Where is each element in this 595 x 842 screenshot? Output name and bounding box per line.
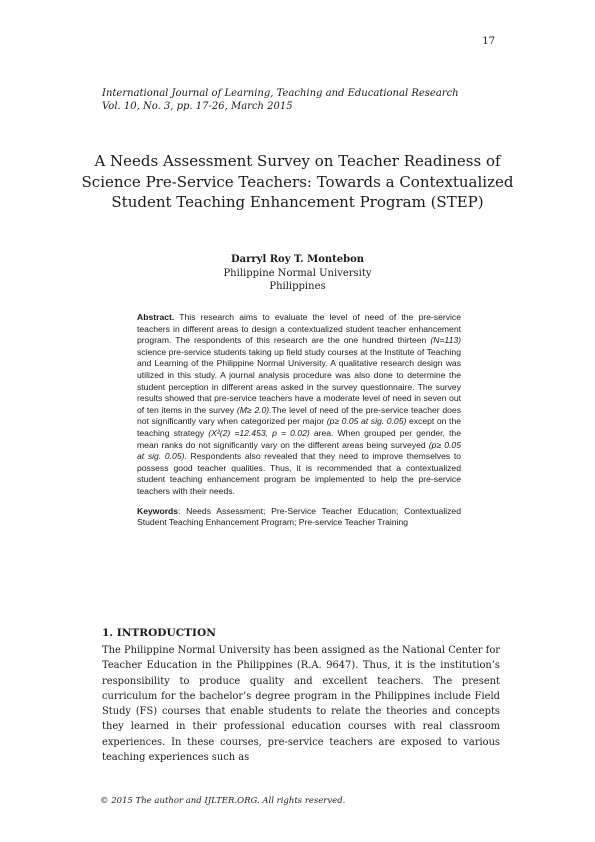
author-country: Philippines: [269, 281, 326, 292]
keywords-text: : Needs Assessment; Pre-Service Teacher Education; Contextualized Student Teaching Enhancement Program; Pre-service Teacher Training: [137, 505, 461, 528]
keywords-label: Keywords: [137, 505, 179, 516]
section-heading-introduction: 1. INTRODUCTION: [102, 627, 216, 639]
abstract-text: Respondents also revealed that they need to improve themselves to possess good teacher qualities. Thus, it is recommended that a contextualized student teaching enhancement program be implemented to help the pre-service teachers with their needs.: [137, 451, 461, 496]
abstract-stat: (p≥ 0.05 at sig. 0.05).: [137, 439, 461, 462]
abstract-stat: (N=113): [430, 335, 461, 346]
abstract-text: This research aims to evaluate the level of need of the pre-service teachers in different areas to design a contextualized student teacher enhancement program. The respondents of this research are the one hundred thirteen: [137, 312, 461, 346]
abstract-paragraph: [137, 312, 461, 498]
author-block: [0, 253, 595, 294]
page-number: 17: [482, 36, 495, 47]
keywords-paragraph: [137, 506, 461, 529]
abstract-text: science pre-service students taking up field study courses at the Institute of Teaching and Learning of the Philippine Normal University. A qualitative research design was utilized in this study. A journal analysis procedure was also done to determine the student perception in different areas asked in the survey questionnaire. The survey results showed that pre-service teachers have a moderate level of need in seven out of ten items in the survey: [137, 346, 461, 415]
abstract-text: The level of need of the pre-service teacher does not significantly vary when categorized per major: [137, 404, 461, 427]
abstract-label: Abstract.: [137, 312, 175, 322]
author-affiliation: Philippine Normal University: [223, 267, 372, 279]
abstract-stat: (X²(2) =12.453, p = 0.02): [208, 427, 310, 438]
copyright-footer: © 2015 The author and IJLTER.ORG. All rights reserved.: [100, 796, 346, 806]
journal-issue: Vol. 10, No. 3, pp. 17-26, March 2015: [102, 101, 293, 112]
abstract: [137, 312, 461, 529]
journal-name: International Journal of Learning, Teaching and Educational Research: [102, 88, 459, 99]
abstract-text: area. When grouped per gender, the mean ranks do not significantly vary on the different areas being surveyed: [137, 427, 461, 450]
author-name: Darryl Roy T. Montebon: [230, 254, 365, 265]
abstract-text: except on the teaching strategy: [137, 416, 461, 438]
introduction-text: The Philippine Normal University has been assigned as the National Center for Teacher Education in the Philippines (R.A. 9647). Thus, it is the institution’s responsibility to produce quality and excellent teachers. The present curriculum for the bachelor’s degree program in the Philippines include Field Study (FS) courses that enable students to relate the theories and concepts they learned in their professional education courses with real classroom experiences. In these courses, pre-service teachers are exposed to various teaching experiences such as: [102, 645, 500, 764]
journal-header: [102, 87, 502, 113]
abstract-stat: (p≥ 0.05 at sig. 0.05): [326, 416, 407, 427]
paper-title: A Needs Assessment Survey on Teacher Readiness of Science Pre-Service Teachers: Towards a Contextualized Student Teaching Enhancement Program (STEP): [81, 152, 514, 211]
abstract-stat: (M≥ 2.0).: [236, 404, 272, 415]
